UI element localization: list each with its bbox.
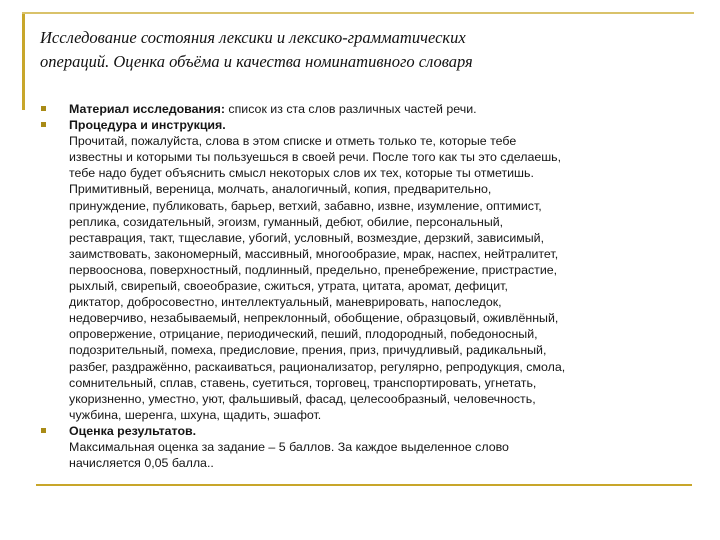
procedure-line: сомнительный, сплав, ставень, суетиться, торговец, транспортировать, угнетать, <box>69 375 537 390</box>
procedure-line: реставрация, такт, тщеславие, убогий, условный, возмездие, дерзкий, зависимый, <box>69 230 545 245</box>
title-line-2: операций. Оценка объёма и качества номинативного словаря <box>40 52 473 71</box>
bullet-item-evaluation <box>40 423 690 471</box>
procedure-line: диктатор, добросовестно, интеллектуальный, маневрировать, напоследок, <box>69 295 502 310</box>
frame-vertical-line <box>22 12 25 110</box>
slide-title <box>40 26 680 74</box>
frame-top-line <box>22 12 694 14</box>
procedure-line: чужбина, шеренга, шхуна, щадить, эшафот. <box>69 407 322 422</box>
title-line-1: Исследование состояния лексики и лексико-грамматических <box>40 28 466 47</box>
bullet-item-material <box>40 101 690 117</box>
procedure-line: подозрительный, помеха, предисловие, прения, приз, причудливый, радикальный, <box>69 343 547 358</box>
procedure-line: тебе надо будет объяснить смысл некоторых слов их тех, которые ты отметишь. <box>69 166 534 181</box>
material-line <box>69 101 690 117</box>
procedure-line: Прочитай, пожалуйста, слова в этом списке и отметь только те, которые тебе <box>69 134 517 149</box>
procedure-line: известны и которыми ты пользуешься в своей речи. После того как ты это сделаешь, <box>69 150 562 165</box>
procedure-line: рыхлый, свирепый, своеобразие, сжиться, утрата, цитата, аромат, дефицит, <box>69 279 508 294</box>
procedure-line: укоризненно, уместно, уют, фальшивый, фасад, целесообразный, человечность, <box>69 391 536 406</box>
square-bullet-icon <box>41 106 46 111</box>
material-label: Материал исследования: <box>69 102 225 116</box>
frame-bottom-line <box>36 484 692 486</box>
procedure-line: принуждение, публиковать, барьер, ветхий, забавно, извне, изумление, оптимист, <box>69 198 542 213</box>
procedure-line: опровержение, отрицание, периодический, пеший, плодородный, победоносный, <box>69 327 538 342</box>
procedure-label: Процедура и инструкция. <box>69 118 226 133</box>
evaluation-line: начисляется 0,05 балла.. <box>69 456 214 471</box>
square-bullet-icon <box>41 428 46 433</box>
square-bullet-icon <box>41 122 46 127</box>
bullet-item-procedure <box>40 117 690 423</box>
procedure-line: недоверчиво, незабываемый, непреклонный, обобщение, образцовый, оживлённый, <box>69 311 559 326</box>
slide-content <box>40 101 690 471</box>
procedure-line: разбег, раздражённо, раскаиваться, рационализатор, регулярно, репродукция, смола, <box>69 359 566 374</box>
procedure-line: реплика, созидательный, эгоизм, гуманный, дебют, обилие, персональный, <box>69 214 504 229</box>
evaluation-line: Максимальная оценка за задание – 5 баллов. За каждое выделенное слово <box>69 439 509 454</box>
procedure-line: заимствовать, закономерный, массивный, многообразие, мрак, наспех, нейтралитет, <box>69 246 559 261</box>
procedure-line: первооснова, поверхностный, подлинный, предельно, пренебрежение, пристрастие, <box>69 262 558 277</box>
evaluation-label: Оценка результатов. <box>69 423 197 438</box>
procedure-line: Примитивный, вереница, молчать, аналогичный, копия, предварительно, <box>69 182 492 197</box>
material-text: список из ста слов различных частей речи. <box>224 102 477 116</box>
